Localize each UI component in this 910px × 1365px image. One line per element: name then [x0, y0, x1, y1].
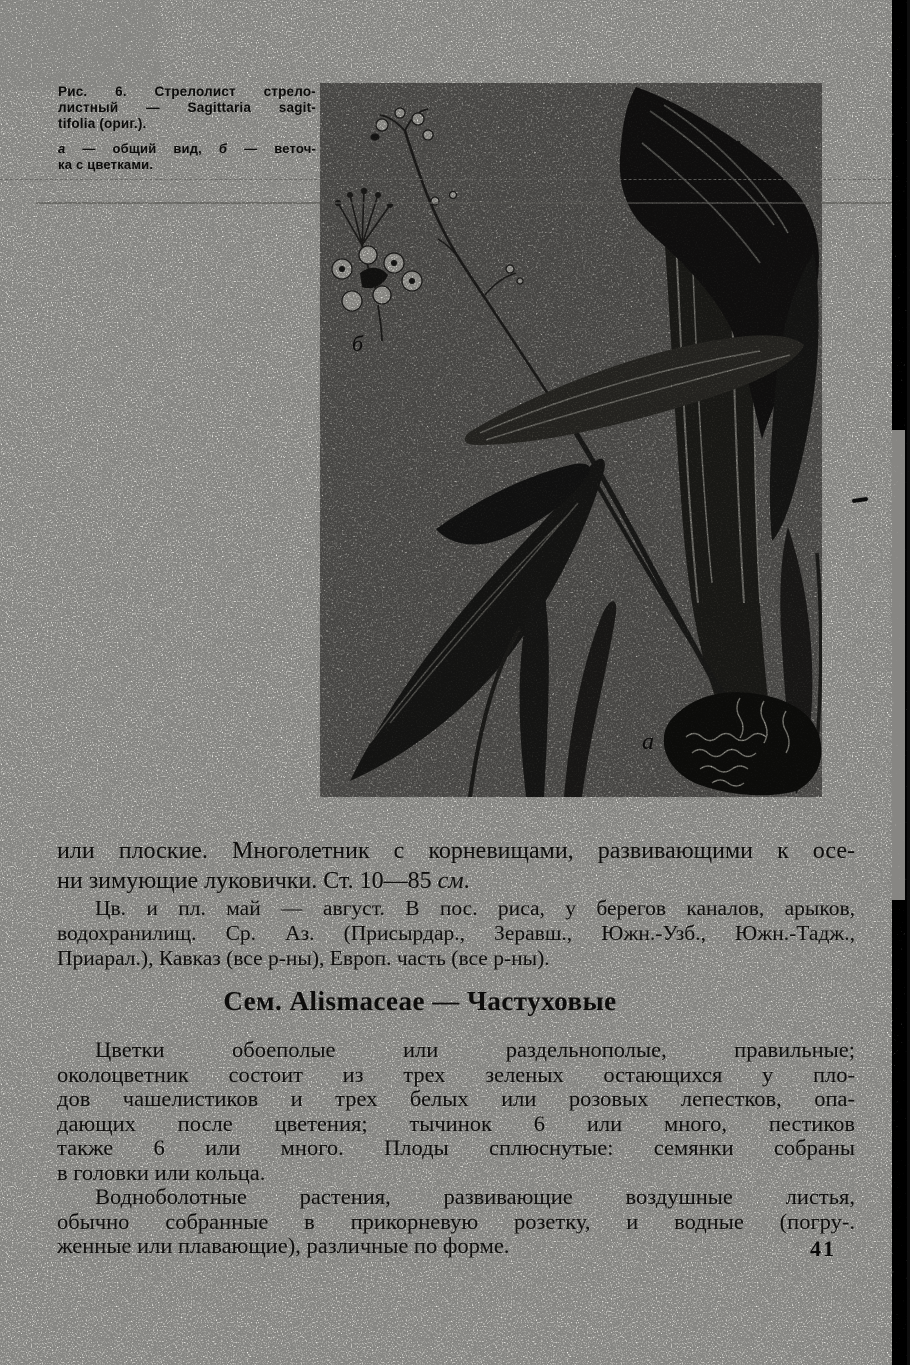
sagittaria-drawing	[320, 83, 822, 797]
book-edge-shadow	[892, 0, 910, 1365]
text-line: водохранилищ. Ср. Аз. (Присырдар., Зеравш., Южн.-Узб., Южн.-Тадж.,	[57, 921, 855, 945]
text-line: в головки или кольца.	[57, 1159, 266, 1185]
text-line	[57, 866, 855, 896]
legend-label-a: а	[58, 141, 66, 156]
legend-text: — общий вид,	[65, 141, 219, 156]
legend-label-b: б	[218, 141, 228, 156]
text-line: также 6 или много. Плоды сплюснутые: семянки собраны	[57, 1135, 855, 1160]
body-text	[57, 836, 855, 1259]
text-line: Водноболотные растения, развивающие воздушные листья,	[95, 1184, 855, 1209]
text-line: дов чашелистиков и трех белых или розовых лепестков, опа-	[57, 1086, 855, 1111]
legend-line: ка с цветками.	[58, 157, 154, 172]
figure-label-b: б	[352, 331, 364, 356]
caption-line: листный — Sagittaria sagit-	[58, 100, 316, 115]
paragraph-habit	[57, 1185, 855, 1259]
text-segment: ни зимующие луковички. Ст. 10—85	[57, 868, 438, 894]
botanical-illustration	[320, 83, 822, 797]
figure-legend	[58, 141, 316, 173]
text-line: или плоские. Многолетник с корневищами, развивающими к осе-	[57, 838, 855, 864]
text-line: Приарал.), Кавказ (все р-ны), Европ. часть (все р-ны).	[57, 946, 550, 970]
text-line: Цветки обоеполые или раздельнополые, правильные;	[95, 1037, 855, 1062]
caption-line: Рис. 6. Стрелолист стрело-	[58, 84, 316, 99]
paragraph-continuation	[57, 836, 855, 896]
text-line: Цв. и пл. май — август. В пос. риса, у берегов каналов, арыков,	[95, 896, 855, 920]
text-line: женные или плавающие), различные по форме.	[57, 1233, 510, 1258]
page-number: 41	[810, 1236, 836, 1261]
figure-label-a: а	[642, 729, 654, 755]
legend-line	[58, 141, 316, 157]
figure-caption	[58, 84, 316, 173]
text-line: дающих после цветения; тычинок 6 или много, пестиков	[57, 1110, 855, 1136]
caption-line: tifolia (ориг.).	[58, 116, 147, 131]
scan-line-dotted	[0, 179, 896, 180]
scan-mark-dash	[852, 497, 868, 503]
family-heading: Сем. Alismaceae — Частуховые	[223, 986, 617, 1016]
scan-line-solid	[36, 202, 896, 204]
text-line: обычно собранные в прикорневую розетку, и водные (погру-.	[57, 1208, 855, 1234]
legend-text: — веточ-	[227, 141, 316, 156]
paragraph-habitat	[57, 896, 855, 971]
text-line: околоцветник состоит из трех зеленых остающихся у пло-	[57, 1061, 855, 1087]
paragraph-family-description	[57, 1038, 855, 1185]
text-segment: .	[463, 868, 470, 894]
unit-abbrev: см	[437, 868, 464, 894]
